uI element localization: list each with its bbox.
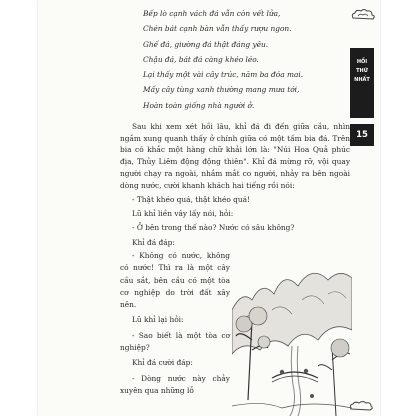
- book-page: [38, 0, 380, 416]
- dialogue-narrow-block: [120, 250, 230, 397]
- dialogue-block: [120, 193, 350, 250]
- poem-line: Mấy cây tùng xanh thường mang mưa tới,: [143, 85, 300, 95]
- dialogue-line: - Ở bên trong thế nào? Nước có sâu không?: [132, 223, 295, 233]
- poem-line: Chậu đá, bát đá càng khéo léo.: [143, 54, 259, 64]
- dialogue-line: Lũ khỉ liền vây lấy nói, hỏi:: [132, 209, 234, 219]
- narrative-paragraph: [120, 121, 350, 191]
- poem-line: Chén bát cạnh bàn vẫn thấy rượu ngon.: [143, 24, 292, 34]
- poem-line: Lại thấy một vài cây trúc, năm ba đóa mai.: [143, 70, 304, 80]
- cloud-ornament-icon: [348, 400, 374, 412]
- chapter-line-2: THỨ: [356, 68, 368, 74]
- poem-block: [143, 6, 343, 113]
- cloud-ornament-icon: [350, 8, 376, 22]
- poem-line: Bếp lò cạnh vách đá vẫn còn vết lửa,: [143, 9, 281, 18]
- dialogue-line: - Không có nước, không có nước! Thì ra là một cây cầu sắt, bên cầu có một tòa cơ nghiệp do trời đất xây nên.: [120, 251, 230, 310]
- chapter-tab: [350, 48, 374, 118]
- poem-line: Ghế đá, giường đá thật đáng yêu.: [143, 39, 269, 49]
- dialogue-line: Khỉ đá cười đáp:: [132, 358, 193, 368]
- chapter-line-1: HỒI: [356, 59, 368, 65]
- narrative-text: Sau khi xem xét hồi lâu, khỉ đá đi đến giữa cầu, nhìn ngắm xung quanh thấy ở chính giữa có một tấm bia đá. Trên bia có khắc một hàng chữ khải lớn là: "Núi Hoa Quả phúc địa, Thủy Liêm động động thiên". Khỉ đá mừng rỡ, vội quay người chạy ra ngoài, nhắm mắt co người, nhảy ra bên ngoài dòng nước, cười khanh khách hai tiếng rồi nói:: [120, 122, 350, 190]
- chapter-line-3: NHẤT: [354, 77, 370, 83]
- dialogue-line: Khỉ đá đáp:: [132, 237, 175, 247]
- dialogue-line: - Sao biết là một tòa cơ nghiệp?: [120, 330, 230, 353]
- page-number: 15: [350, 124, 374, 146]
- ink-landscape-illustration: [232, 250, 352, 416]
- dialogue-line: - Thật khéo quá, thật khéo quá!: [132, 195, 251, 204]
- poem-line: Hoàn toàn giống nhà người ở.: [143, 100, 255, 110]
- dialogue-line: Lũ khỉ lại hỏi:: [132, 315, 184, 325]
- dialogue-line: - Dòng nước này chảy xuyên qua những lỗ: [120, 373, 230, 395]
